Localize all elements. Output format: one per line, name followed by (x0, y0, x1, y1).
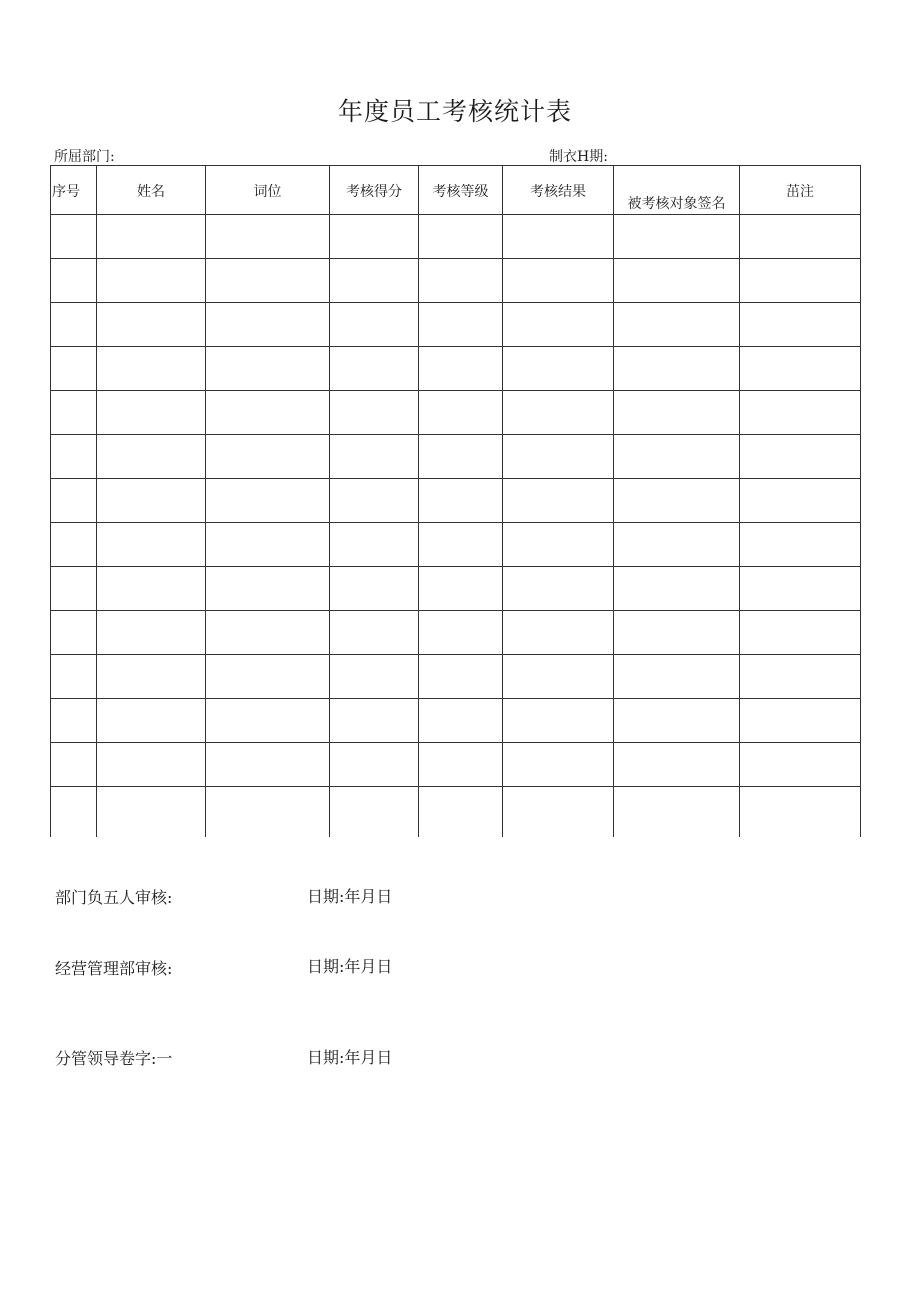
table-cell[interactable] (419, 391, 503, 435)
table-cell[interactable] (503, 435, 614, 479)
table-header-row (51, 166, 861, 215)
table-cell[interactable] (330, 699, 419, 743)
dept-head-review-label: 部门负五人审核: (55, 888, 173, 907)
table-cell[interactable] (97, 215, 206, 259)
table-cell[interactable] (51, 215, 97, 259)
header-score: 考核得分 (330, 166, 419, 215)
table-cell[interactable] (614, 567, 740, 611)
header-signature: 被考核对象签名 (614, 166, 740, 215)
header-result: 考核结果 (503, 166, 614, 215)
table-row (51, 435, 861, 479)
table-cell[interactable] (330, 523, 419, 567)
table-cell[interactable] (503, 303, 614, 347)
table-cell[interactable] (97, 787, 206, 838)
table-cell[interactable] (330, 611, 419, 655)
table-row (51, 347, 861, 391)
table-row (51, 391, 861, 435)
table-cell[interactable] (614, 391, 740, 435)
table-cell[interactable] (740, 347, 861, 391)
table-cell[interactable] (51, 787, 97, 838)
table-cell[interactable] (51, 259, 97, 303)
table-cell[interactable] (740, 435, 861, 479)
table-cell[interactable] (330, 259, 419, 303)
table-cell[interactable] (419, 215, 503, 259)
table-cell[interactable] (614, 611, 740, 655)
table-cell[interactable] (503, 699, 614, 743)
table-cell[interactable] (614, 479, 740, 523)
table-cell[interactable] (419, 523, 503, 567)
table-row (51, 787, 861, 838)
table-cell[interactable] (97, 655, 206, 699)
table-cell[interactable] (503, 611, 614, 655)
table-row (51, 215, 861, 259)
table-cell[interactable] (419, 611, 503, 655)
table-cell[interactable] (419, 567, 503, 611)
table-cell[interactable] (97, 743, 206, 787)
table-cell[interactable] (614, 699, 740, 743)
table-cell[interactable] (740, 611, 861, 655)
table-cell[interactable] (206, 743, 330, 787)
table-cell[interactable] (330, 479, 419, 523)
table-row (51, 611, 861, 655)
table-row (51, 699, 861, 743)
table-cell[interactable] (419, 347, 503, 391)
table-cell[interactable] (503, 655, 614, 699)
table-cell[interactable] (51, 655, 97, 699)
table-cell[interactable] (51, 347, 97, 391)
table-cell[interactable] (419, 699, 503, 743)
management-review-label: 经营管理部审核: (55, 959, 173, 978)
table-cell[interactable] (330, 655, 419, 699)
table-cell[interactable] (97, 259, 206, 303)
table-cell[interactable] (206, 699, 330, 743)
date-label: 制衣H期: (549, 149, 608, 165)
table-cell[interactable] (206, 391, 330, 435)
header-serial-number: 序号 (51, 166, 97, 215)
table-cell[interactable] (51, 303, 97, 347)
header-position: 词位 (206, 166, 330, 215)
table-row (51, 743, 861, 787)
table-cell[interactable] (503, 259, 614, 303)
page-title: 年度员工考核统计表 (337, 97, 572, 126)
table-cell[interactable] (206, 259, 330, 303)
table-cell[interactable] (51, 611, 97, 655)
table-cell[interactable] (51, 391, 97, 435)
leader-signature-date: 日期:年月日 (307, 1048, 393, 1067)
table-cell[interactable] (419, 303, 503, 347)
table-cell[interactable] (51, 479, 97, 523)
table-cell[interactable] (97, 347, 206, 391)
table-cell[interactable] (330, 347, 419, 391)
table-row (51, 655, 861, 699)
table-cell[interactable] (97, 391, 206, 435)
table-cell[interactable] (206, 787, 330, 838)
table-cell[interactable] (206, 215, 330, 259)
table-cell[interactable] (206, 523, 330, 567)
table-row (51, 523, 861, 567)
table-cell[interactable] (614, 215, 740, 259)
table-body (51, 215, 861, 838)
table-cell[interactable] (97, 435, 206, 479)
table-cell[interactable] (503, 215, 614, 259)
table-cell[interactable] (740, 655, 861, 699)
table-cell[interactable] (330, 787, 419, 838)
table-cell[interactable] (330, 743, 419, 787)
table-cell[interactable] (206, 479, 330, 523)
table-cell[interactable] (97, 479, 206, 523)
table-cell[interactable] (419, 787, 503, 838)
table-cell[interactable] (740, 787, 861, 838)
table-cell[interactable] (740, 743, 861, 787)
management-review-date: 日期:年月日 (307, 957, 393, 976)
table-cell[interactable] (330, 303, 419, 347)
header-grade: 考核等级 (419, 166, 503, 215)
department-label: 所屈部门: (54, 149, 115, 165)
table-cell[interactable] (740, 699, 861, 743)
table-row (51, 567, 861, 611)
table-cell[interactable] (206, 347, 330, 391)
leader-signature-label: 分管领导卷字:一 (55, 1049, 173, 1068)
appraisal-table (50, 165, 861, 837)
table-cell[interactable] (419, 259, 503, 303)
table-cell[interactable] (614, 259, 740, 303)
table-cell[interactable] (614, 743, 740, 787)
table-cell[interactable] (740, 567, 861, 611)
table-cell[interactable] (51, 523, 97, 567)
table-cell[interactable] (419, 655, 503, 699)
table-cell[interactable] (614, 303, 740, 347)
table-cell[interactable] (503, 567, 614, 611)
table-cell[interactable] (51, 435, 97, 479)
table-cell[interactable] (614, 435, 740, 479)
dept-head-review-date: 日期:年月日 (307, 887, 393, 906)
table-cell[interactable] (206, 611, 330, 655)
table-cell[interactable] (740, 215, 861, 259)
table-cell[interactable] (614, 523, 740, 567)
table-cell[interactable] (419, 435, 503, 479)
table-cell[interactable] (614, 655, 740, 699)
table-cell[interactable] (206, 655, 330, 699)
table-cell[interactable] (206, 567, 330, 611)
header-name: 姓名 (97, 166, 206, 215)
table-cell[interactable] (51, 743, 97, 787)
table-cell[interactable] (330, 391, 419, 435)
table-cell[interactable] (206, 435, 330, 479)
table-cell[interactable] (97, 699, 206, 743)
table-cell[interactable] (614, 787, 740, 838)
table-cell[interactable] (503, 391, 614, 435)
table-cell[interactable] (330, 435, 419, 479)
table-cell[interactable] (740, 391, 861, 435)
table-row (51, 303, 861, 347)
table-cell[interactable] (503, 787, 614, 838)
table-cell[interactable] (97, 303, 206, 347)
table-cell[interactable] (97, 611, 206, 655)
table-cell[interactable] (503, 479, 614, 523)
table-cell[interactable] (503, 743, 614, 787)
table-cell[interactable] (503, 523, 614, 567)
table-cell[interactable] (51, 699, 97, 743)
table-cell[interactable] (330, 215, 419, 259)
table-cell[interactable] (51, 567, 97, 611)
table-row (51, 479, 861, 523)
header-remarks: 茁注 (740, 166, 861, 215)
table-cell[interactable] (740, 303, 861, 347)
table-cell[interactable] (330, 567, 419, 611)
table-cell[interactable] (206, 303, 330, 347)
table-cell[interactable] (97, 567, 206, 611)
table-cell[interactable] (740, 479, 861, 523)
table-row (51, 259, 861, 303)
table-cell[interactable] (740, 523, 861, 567)
table-cell[interactable] (97, 523, 206, 567)
table-cell[interactable] (503, 347, 614, 391)
table-cell[interactable] (419, 743, 503, 787)
table-cell[interactable] (419, 479, 503, 523)
table-cell[interactable] (614, 347, 740, 391)
table-cell[interactable] (740, 259, 861, 303)
